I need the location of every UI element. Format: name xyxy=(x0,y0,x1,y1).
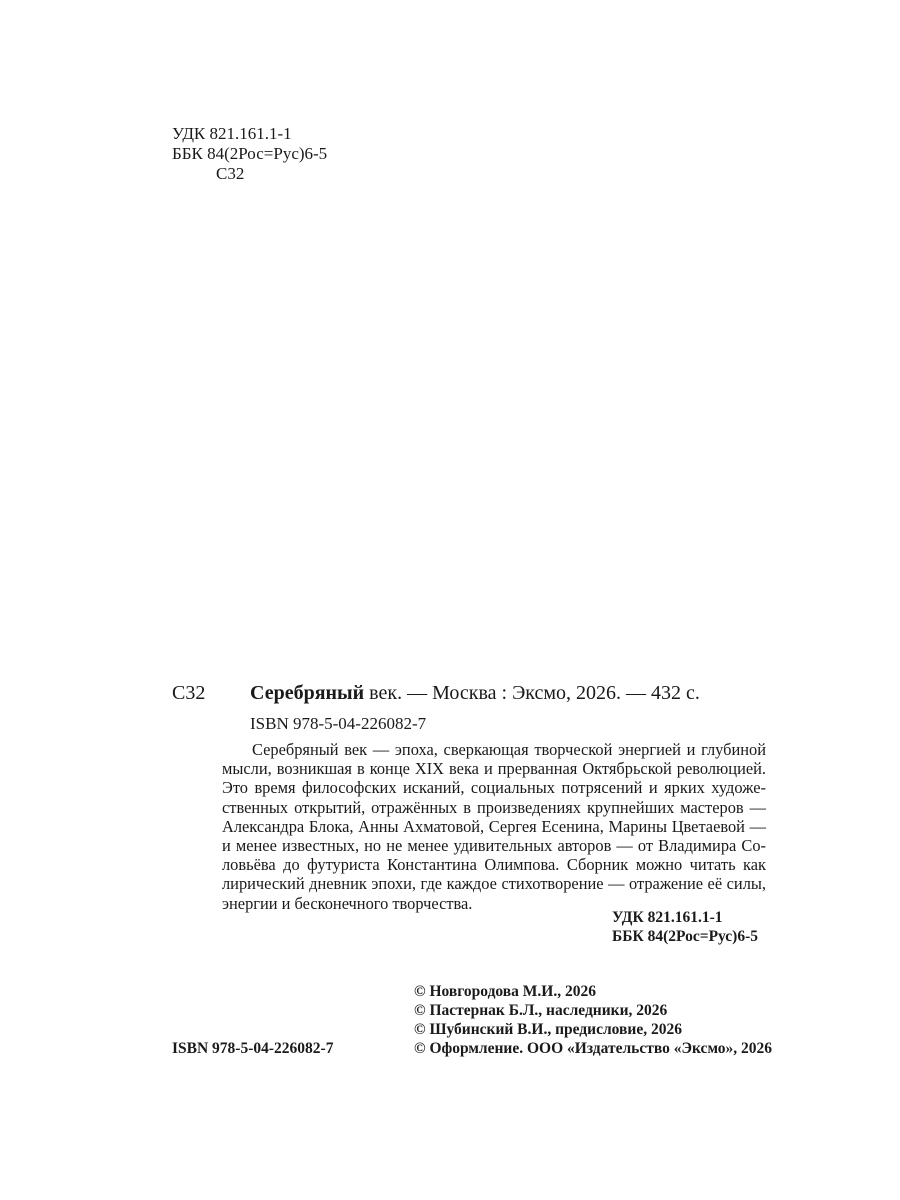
isbn-bottom: ISBN 978-5-04-226082-7 xyxy=(172,1040,334,1057)
udk-code-bottom: УДК 821.161.1-1 xyxy=(612,909,723,926)
copyright-line: © Пастернак Б.Л., наследники, 2026 xyxy=(414,1002,668,1019)
bbk-code-bottom: ББК 84(2Рос=Рус)6-5 xyxy=(612,928,759,945)
annotation-paragraph: Серебряный век — эпоха, сверкающая творческой энергией и глубиной мысли, возникшая в конце XIX века и прерванная Октябрьской революцией. Это время философских исканий, социальных потрясений и ярких художественных открытий, отражённых в произведениях крупнейших мастеров — Александра Блока, Анны Ахматовой, Сергея Есенина, Марины Цветаевой — и менее известных, но не менее удивительных авторов — от Владимира Соловьёва до футуриста Константина Олимпова. Сборник можно читать как лирический дневник эпохи, где каждое стихотворение — отражение её силы, энергии и бесконечного творчества. xyxy=(222,740,766,913)
bibliographic-title xyxy=(250,680,700,706)
copyright-notices xyxy=(414,982,772,1058)
bbk-code: ББК 84(2Рос=Рус)6-5 xyxy=(172,144,328,163)
title-bold: Серебряный xyxy=(250,682,365,704)
classification-codes-bottom xyxy=(612,908,758,946)
classification-codes-top xyxy=(172,124,327,184)
copyright-line: © Шубинский В.И., предисловие, 2026 xyxy=(414,1021,682,1038)
bibliographic-author-mark: С32 xyxy=(172,682,206,704)
udk-code: УДК 821.161.1-1 xyxy=(172,124,292,143)
copyright-line: © Новгородова М.И., 2026 xyxy=(414,983,596,1000)
author-mark: С32 xyxy=(216,164,245,183)
copyright-line: © Оформление. ООО «Издательство «Эксмо», 2026 xyxy=(414,1040,773,1057)
title-details: век. — Москва : Эксмо, 2026. — 432 с. xyxy=(364,682,700,704)
isbn-line: ISBN 978-5-04-226082-7 xyxy=(250,714,427,733)
